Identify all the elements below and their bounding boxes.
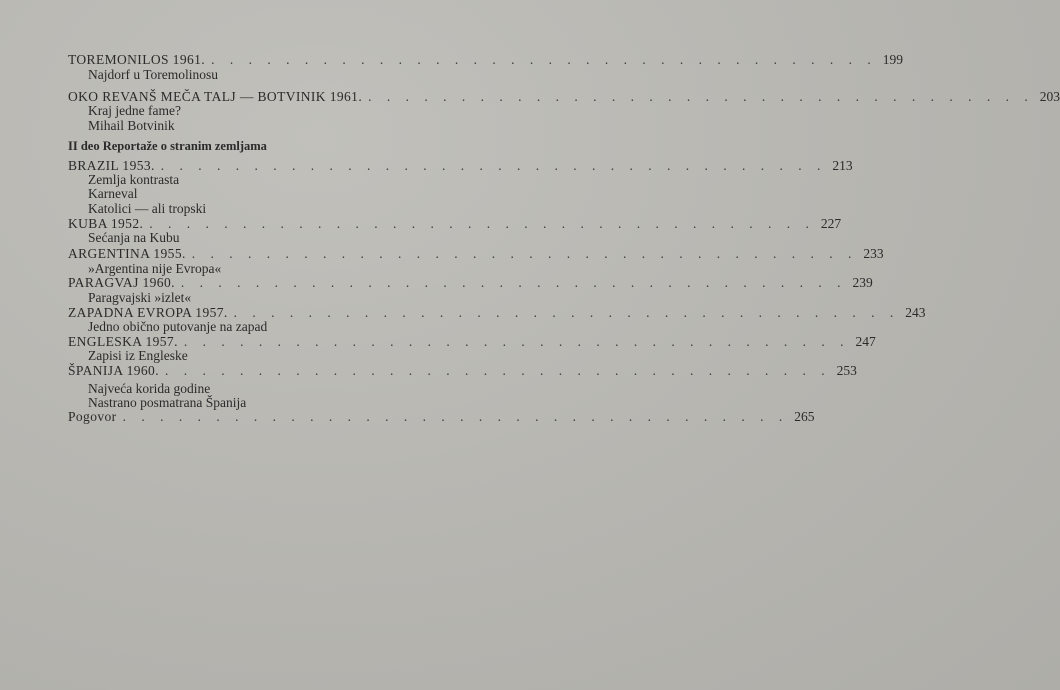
toc-entry-title: TOREMONILOS 1961. [68, 52, 206, 67]
toc-entry-page: 243 [905, 305, 926, 320]
toc-entry-page: 239 [852, 275, 873, 290]
leader-dots: . . . . . . . . . . . . . . . . . . . . . . . . . . . . . . . . . . . . [149, 216, 815, 231]
toc-entry-title: PARAGVAJ 1960. [68, 275, 175, 290]
toc-entry [68, 246, 884, 261]
toc-entry-page: 227 [820, 216, 842, 231]
leader-dots: . . . . . . . . . . . . . . . . . . . . . . . . . . . . . . . . . . . . [233, 305, 900, 320]
toc-entry [68, 158, 853, 173]
toc-entry-title: ZAPADNA EVROPA 1957. [68, 305, 228, 320]
toc-entry-title: KUBA 1952. [68, 216, 144, 231]
toc-entry [68, 52, 903, 67]
toc-subentry: Zemlja kontrasta [88, 172, 180, 187]
toc-entry-title: Pogovor [68, 409, 117, 424]
toc-subentry: Kraj jedne fame? [88, 103, 181, 118]
leader-dots: . . . . . . . . . . . . . . . . . . . . . . . . . . . . . . . . . . . . [122, 409, 789, 424]
leader-dots: . . . . . . . . . . . . . . . . . . . . . . . . . . . . . . . . . . . . [164, 363, 831, 378]
toc-entry-page: 213 [832, 158, 853, 173]
toc-subentry: Najveća korida godine [88, 381, 211, 396]
toc-subentry: Paragvajski »izlet« [88, 290, 192, 305]
toc-entry-title: OKO REVANŠ MEČA TALJ — BOTVINIK 1961. [68, 89, 363, 104]
leader-dots: . . . . . . . . . . . . . . . . . . . . . . . . . . . . . . . . . . . . [368, 89, 1034, 104]
toc-entry [68, 89, 1060, 104]
toc-entry-afterword [68, 409, 815, 424]
toc-subentry: Mihail Botvinik [88, 118, 175, 133]
toc-entry [68, 334, 876, 349]
toc-entry-page: 247 [855, 334, 876, 349]
toc-subentry: Zapisi iz Engleske [88, 348, 188, 363]
toc-entry-title: BRAZIL 1953. [68, 158, 155, 173]
toc-entry-page: 203 [1039, 89, 1060, 104]
toc-entry-page: 199 [882, 52, 903, 67]
toc-entry-title: ENGLESKA 1957. [68, 334, 178, 349]
toc-subentry: Katolici — ali tropski [88, 201, 207, 216]
section-heading: II deo Reportaže o stranim zemljama [68, 139, 267, 153]
toc-entry-title: ŠPANIJA 1960. [68, 363, 159, 378]
leader-dots: . . . . . . . . . . . . . . . . . . . . . . . . . . . . . . . . . . . . [180, 275, 847, 290]
toc-subentry: Jedno obično putovanje na zapad [88, 319, 268, 334]
toc-entry-page: 253 [836, 363, 857, 378]
toc-entry [68, 216, 842, 231]
leader-dots: . . . . . . . . . . . . . . . . . . . . . . . . . . . . . . . . . . . . [160, 158, 827, 173]
leader-dots: . . . . . . . . . . . . . . . . . . . . . . . . . . . . . . . . . . . . [183, 334, 850, 349]
leader-dots: . . . . . . . . . . . . . . . . . . . . . . . . . . . . . . . . . . . . [211, 52, 877, 67]
toc-subentry: Sećanja na Kubu [88, 230, 180, 245]
leader-dots: . . . . . . . . . . . . . . . . . . . . . . . . . . . . . . . . . . . . [191, 246, 858, 261]
toc-entry-page: 265 [794, 409, 815, 424]
toc-entry-page: 233 [863, 246, 884, 261]
toc-subentry: Najdorf u Toremolinosu [88, 67, 219, 82]
toc-entry [68, 363, 857, 378]
toc-subentry: Karneval [88, 186, 138, 201]
toc-subentry: »Argentina nije Evropa« [88, 261, 222, 276]
toc-entry [68, 305, 926, 320]
toc-entry-title: ARGENTINA 1955. [68, 246, 186, 261]
toc-entry [68, 275, 873, 290]
toc-subentry: Nastrano posmatrana Španija [88, 395, 247, 410]
